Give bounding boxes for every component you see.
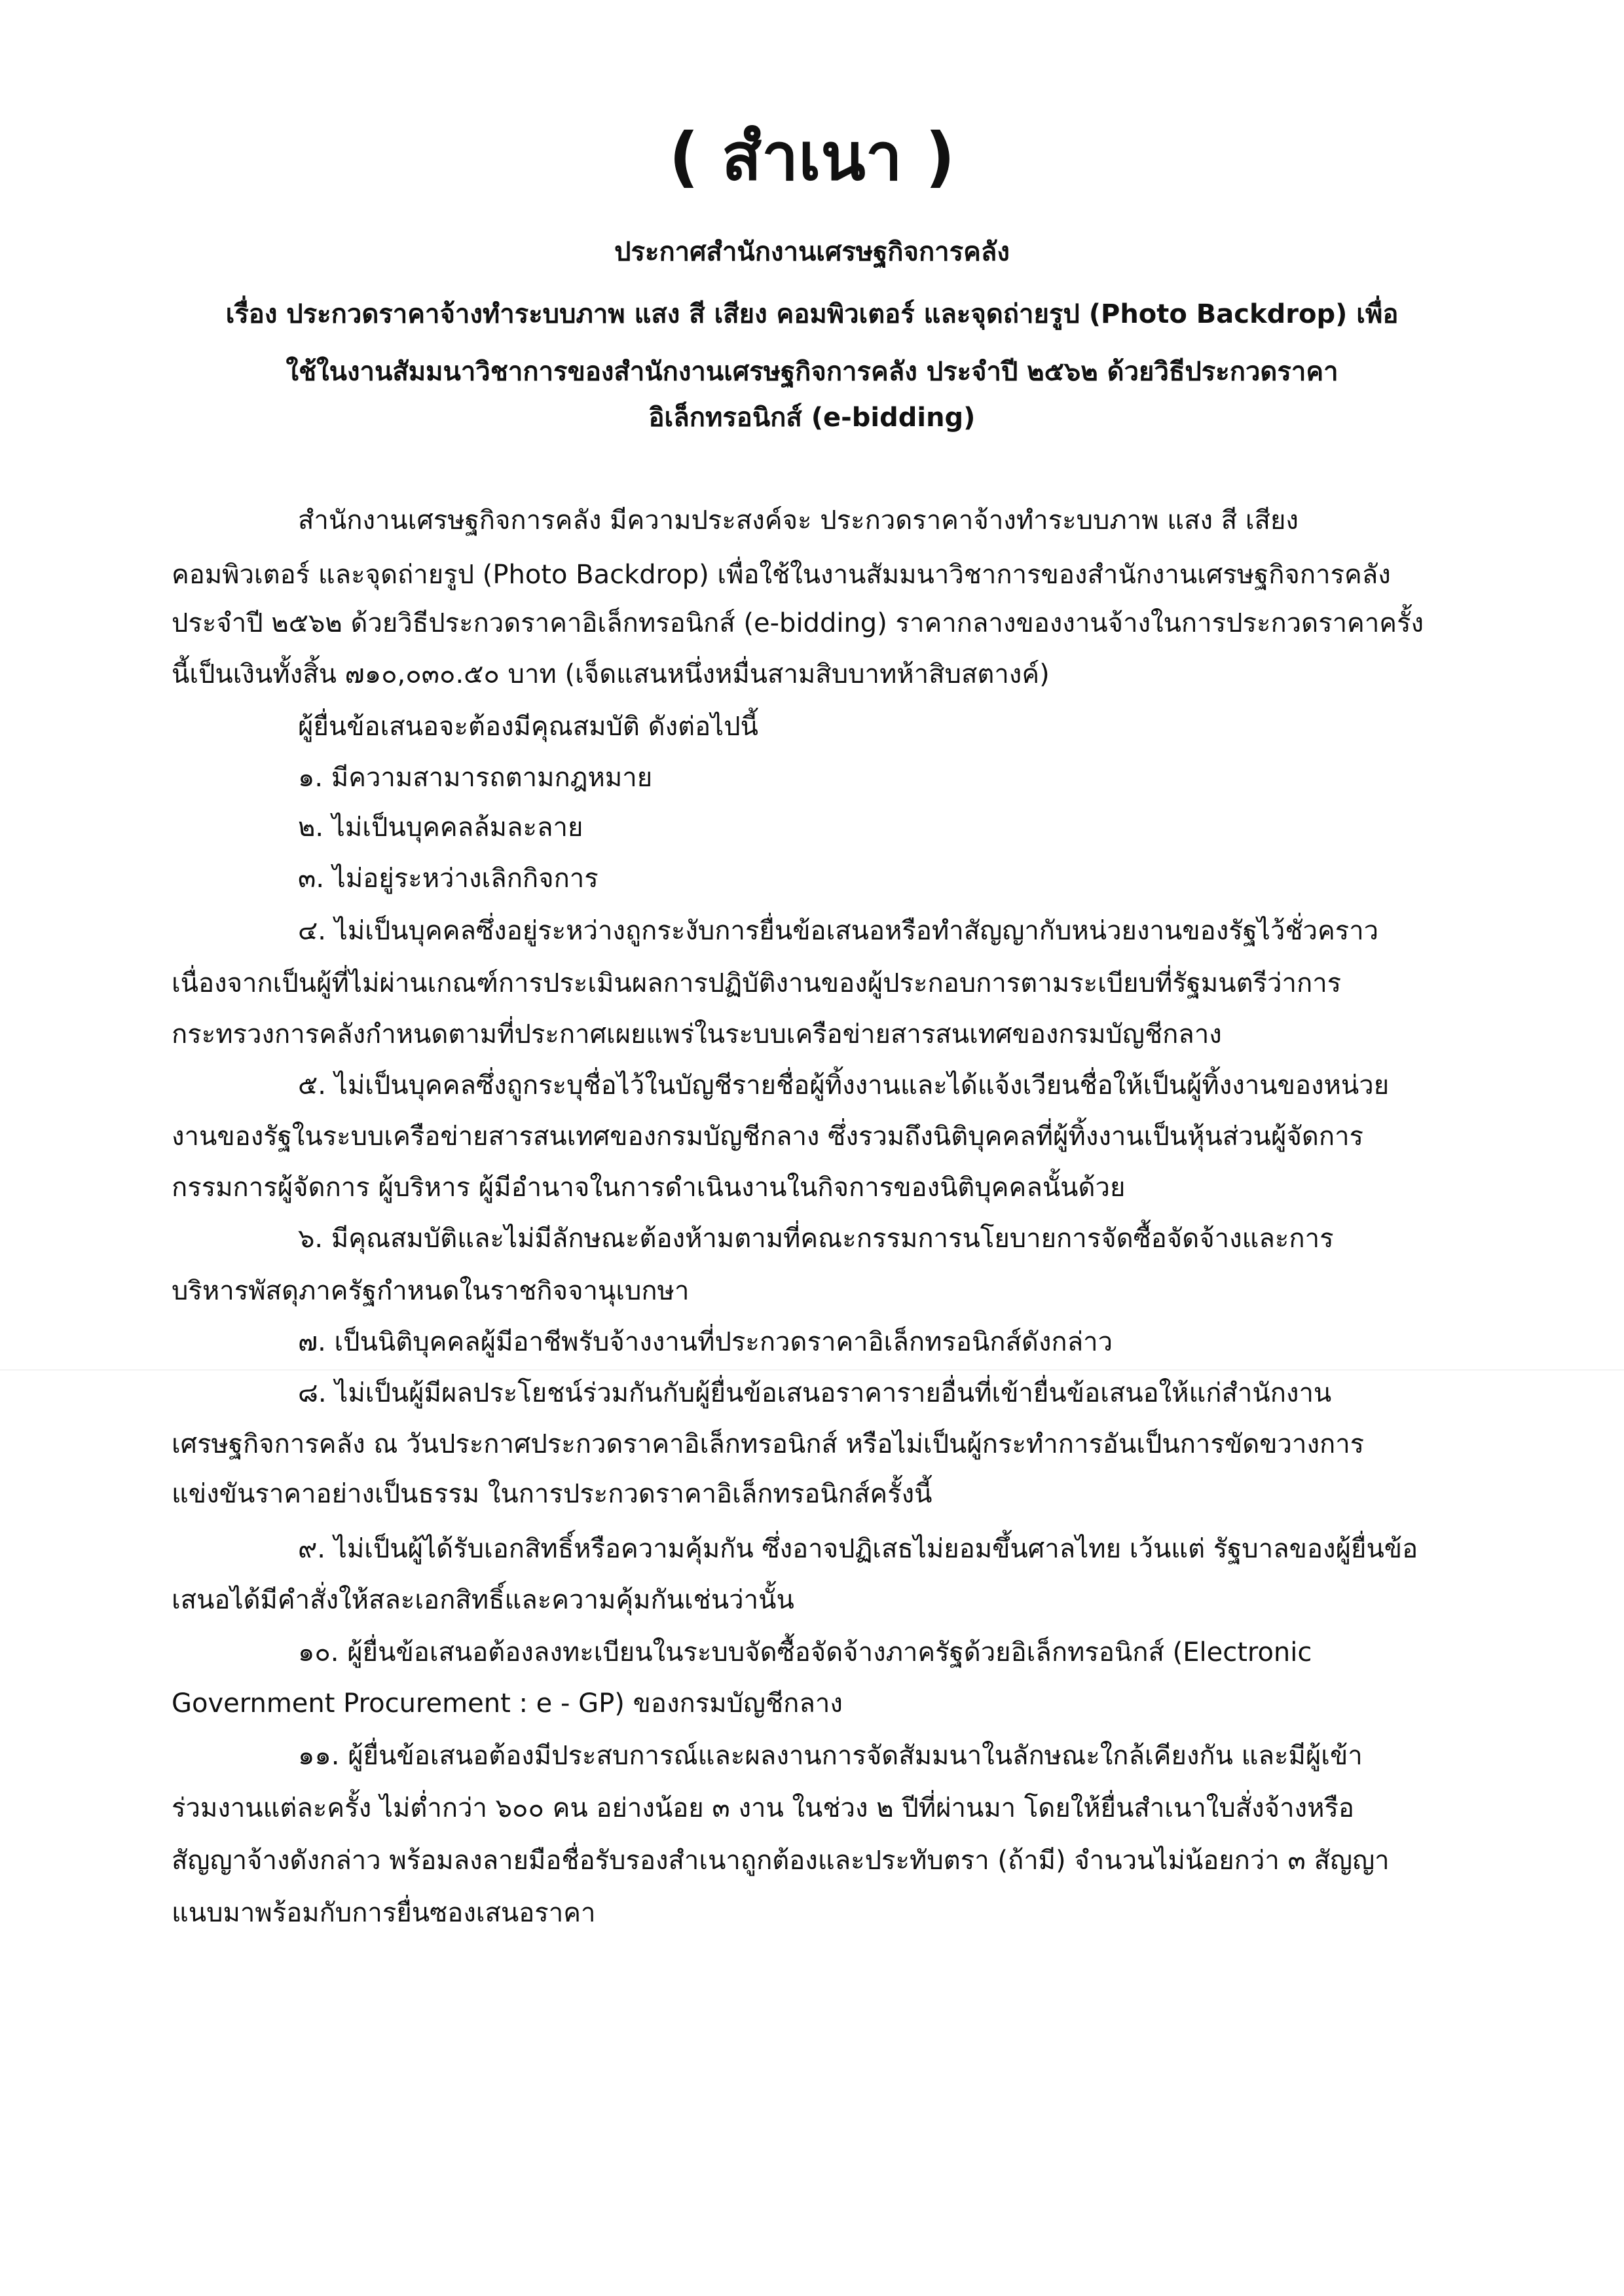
announcement-heading-line-1: ประกาศสำนักงานเศรษฐกิจการคลัง <box>614 237 1010 267</box>
qualification-item: ๒. ไม่เป็นบุคคลล้มละลาย <box>298 812 583 843</box>
body-line: กรรมการผู้จัดการ ผู้บริหาร ผู้มีอำนาจในการดำเนินงานในกิจการของนิติบุคคลนั้นด้วย <box>172 1173 1126 1203</box>
qualification-item: ๓. ไม่อยู่ระหว่างเลิกกิจการ <box>298 864 599 894</box>
body-line: เนื่องจากเป็นผู้ที่ไม่ผ่านเกณฑ์การประเมินผลการปฏิบัติงานของผู้ประกอบการตามระเบียบที่รัฐมนตรีว่าการ <box>172 968 1342 998</box>
announcement-heading-line-4: อิเล็กทรอนิกส์ (e-bidding) <box>648 403 976 433</box>
body-line: แข่งขันราคาอย่างเป็นธรรม ในการประกวดราคาอิเล็กทรอนิกส์ครั้งนี้ <box>172 1479 932 1509</box>
announcement-heading-line-3: ใช้ในงานสัมมนาวิชาการของสำนักงานเศรษฐกิจการคลัง ประจำปี ๒๕๖๒ ด้วยวิธีประกวดราคา <box>286 357 1338 387</box>
body-line: Government Procurement : e - GP) ของกรมบัญชีกลาง <box>172 1688 843 1719</box>
body-line: เศรษฐกิจการคลัง ณ วันประกาศประกวดราคาอิเล็กทรอนิกส์ หรือไม่เป็นผู้กระทำการอันเป็นการขัดขวางการ <box>172 1429 1365 1459</box>
qualification-item: ๑๐. ผู้ยื่นข้อเสนอต้องลงทะเบียนในระบบจัดซื้อจัดจ้างภาครัฐด้วยอิเล็กทรอนิกส์ (Electronic <box>298 1637 1312 1667</box>
body-line: เสนอได้มีคำสั่งให้สละเอกสิทธิ์และความคุ้มกันเช่นว่านั้น <box>172 1585 794 1615</box>
qualification-item: ๕. ไม่เป็นบุคคลซึ่งถูกระบุชื่อไว้ในบัญชีรายชื่อผู้ทิ้งงานและได้แจ้งเวียนชื่อให้เป็นผู้ทิ้งงานของหน่วย <box>298 1070 1390 1101</box>
body-line: ประจำปี ๒๕๖๒ ด้วยวิธีประกวดราคาอิเล็กทรอนิกส์ (e-bidding) ราคากลางของงานจ้างในการประกวดราคาครั้ง <box>172 608 1424 638</box>
qualification-item: ๙. ไม่เป็นผู้ได้รับเอกสิทธิ์หรือความคุ้มกัน ซึ่งอาจปฏิเสธไม่ยอมขึ้นศาลไทย เว้นแต่ รัฐบาลของผู้ยื่นข้อ <box>298 1534 1418 1564</box>
body-line: งานของรัฐในระบบเครือข่ายสารสนเทศของกรมบัญชีกลาง ซึ่งรวมถึงนิติบุคคลที่ผู้ทิ้งงานเป็นหุ้นส่วนผู้จัดการ <box>172 1121 1364 1152</box>
qualification-item: ๘. ไม่เป็นผู้มีผลประโยชน์ร่วมกันกับผู้ยื่นข้อเสนอราคารายอื่นที่เข้ายื่นข้อเสนอให้แก่สำนักงาน <box>298 1378 1332 1408</box>
qualification-item: ๑๑. ผู้ยื่นข้อเสนอต้องมีประสบการณ์และผลงานการจัดสัมมนาในลักษณะใกล้เคียงกัน และมีผู้เข้า <box>298 1741 1363 1771</box>
body-line: สัญญาจ้างดังกล่าว พร้อมลงลายมือชื่อรับรองสำเนาถูกต้องและประทับตรา (ถ้ามี) จำนวนไม่น้อยกว่า ๓ สัญญา <box>172 1846 1390 1876</box>
body-line: ร่วมงานแต่ละครั้ง ไม่ต่ำกว่า ๖๐๐ คน อย่างน้อย ๓ งาน ในช่วง ๒ ปีที่ผ่านมา โดยให้ยื่นสำเนาใบสั่งจ้างหรือ <box>172 1793 1354 1823</box>
body-line: ผู้ยื่นข้อเสนอจะต้องมีคุณสมบัติ ดังต่อไปนี้ <box>298 712 758 742</box>
body-line: คอมพิวเตอร์ และจุดถ่ายรูป (Photo Backdrop) เพื่อใช้ในงานสัมมนาวิชาการของสำนักงานเศรษฐกิจการคลัง <box>172 560 1391 590</box>
qualification-item: ๔. ไม่เป็นบุคคลซึ่งอยู่ระหว่างถูกระงับการยื่นข้อเสนอหรือทำสัญญากับหน่วยงานของรัฐไว้ชั่วคราว <box>298 916 1379 946</box>
body-line: บริหารพัสดุภาครัฐกำหนดในราชกิจจานุเบกษา <box>172 1276 690 1306</box>
copy-stamp-title: ( สำเนา ) <box>669 118 955 195</box>
body-line: กระทรวงการคลังกำหนดตามที่ประกาศเผยแพร่ในระบบเครือข่ายสารสนเทศของกรมบัญชีกลาง <box>172 1019 1222 1049</box>
body-line: สำนักงานเศรษฐกิจการคลัง มีความประสงค์จะ ประกวดราคาจ้างทำระบบภาพ แสง สี เสียง <box>298 505 1299 536</box>
qualification-item: ๑. มีความสามารถตามกฎหมาย <box>298 763 653 793</box>
qualification-item: ๖. มีคุณสมบัติและไม่มีลักษณะต้องห้ามตามที่คณะกรรมการนโยบายการจัดซื้อจัดจ้างและการ <box>298 1224 1334 1254</box>
qualification-item: ๗. เป็นนิติบุคคลผู้มีอาชีพรับจ้างงานที่ประกวดราคาอิเล็กทรอนิกส์ดังกล่าว <box>298 1327 1113 1357</box>
body-line: นี้เป็นเงินทั้งสิ้น ๗๑๐,๐๓๐.๕๐ บาท (เจ็ดแสนหนึ่งหมื่นสามสิบบาทห้าสิบสตางค์) <box>172 659 1050 689</box>
announcement-heading-line-2: เรื่อง ประกวดราคาจ้างทำระบบภาพ แสง สี เสียง คอมพิวเตอร์ และจุดถ่ายรูป (Photo Backdrop) เพื่อ <box>225 299 1399 329</box>
body-line: แนบมาพร้อมกับการยื่นซองเสนอราคา <box>172 1898 596 1928</box>
